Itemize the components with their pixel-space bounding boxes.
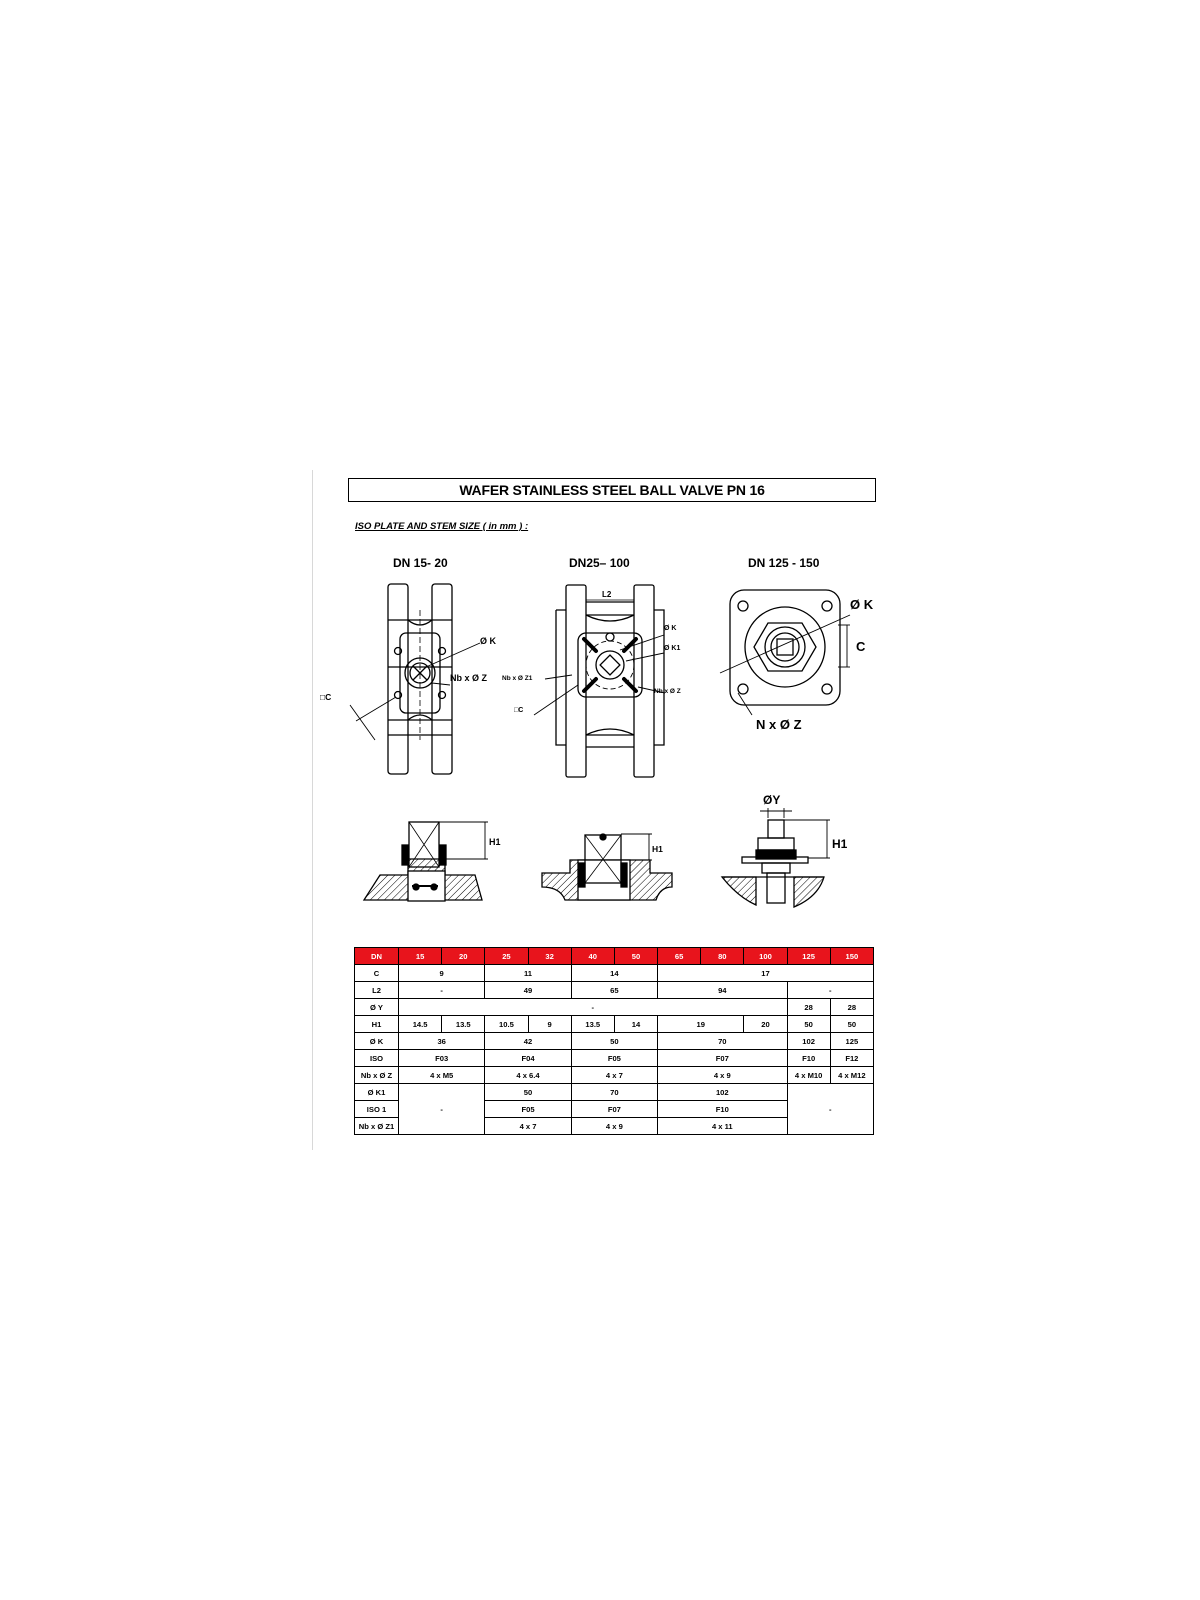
table-cell: -: [787, 1084, 873, 1135]
section-subtitle: ISO PLATE AND STEM SIZE ( in mm ) :: [355, 521, 529, 532]
section-dn25-100: [542, 834, 672, 900]
table-cell: 4 x 7: [571, 1067, 657, 1084]
table-row: [355, 1050, 874, 1067]
table-cell: 4 x 7: [485, 1118, 571, 1135]
label-phi-k1-2: Ø K1: [664, 645, 681, 652]
table-cell: -: [399, 1084, 485, 1135]
table-header-row: [355, 948, 874, 965]
table-cell: F04: [485, 1050, 571, 1067]
table-cell: 49: [485, 982, 571, 999]
row-label: Ø K1: [355, 1084, 399, 1101]
label-nz-3: N x Ø Z: [756, 717, 802, 732]
table-cell: 4 x M5: [399, 1067, 485, 1084]
header-cell: 25: [485, 948, 528, 965]
header-cell: 20: [442, 948, 485, 965]
label-c-1: □C: [320, 692, 332, 702]
header-cell: 32: [528, 948, 571, 965]
table-cell: 70: [571, 1084, 657, 1101]
row-label: ISO: [355, 1050, 399, 1067]
table-cell: 28: [830, 999, 873, 1016]
row-label: C: [355, 965, 399, 982]
header-cell: 150: [830, 948, 873, 965]
label-phi-k-2: Ø K: [664, 625, 677, 632]
label-phi-k-3: Ø K: [850, 597, 874, 612]
header-cell: 100: [744, 948, 787, 965]
table-cell: 50: [571, 1033, 657, 1050]
label-h1-s3: H1: [832, 837, 848, 851]
table-cell: 94: [658, 982, 788, 999]
table-cell: F12: [830, 1050, 873, 1067]
table-cell: 4 x 6.4: [485, 1067, 571, 1084]
drawing-dn15-20-top: [320, 584, 497, 774]
table-cell: 20: [744, 1016, 787, 1033]
table-cell: F03: [399, 1050, 485, 1067]
table-cell: 17: [658, 965, 874, 982]
table-cell: 13.5: [571, 1016, 614, 1033]
label-phi-k-1: Ø K: [480, 636, 497, 646]
label-phi-y-s3: ØY: [763, 793, 781, 807]
table-row: [355, 1033, 874, 1050]
label-c-2: □C: [514, 707, 524, 714]
label-nbz-1: Nb x Ø Z: [450, 673, 488, 683]
table-row: [355, 965, 874, 982]
table-cell: 10.5: [485, 1016, 528, 1033]
drawing-dn125-150-top: [720, 590, 874, 732]
heading-dn125-150: DN 125 - 150: [748, 556, 820, 570]
section-dn125-150: [722, 793, 848, 907]
header-cell: 125: [787, 948, 830, 965]
table-cell: -: [399, 982, 485, 999]
table-row: [355, 982, 874, 999]
table-cell: F10: [787, 1050, 830, 1067]
label-nbz-2: Nb x Ø Z: [654, 688, 681, 695]
table-cell: F05: [571, 1050, 657, 1067]
page-margin-line: [312, 470, 313, 1150]
table-cell: 36: [399, 1033, 485, 1050]
table-cell: 4 x 9: [658, 1067, 788, 1084]
table-cell: 70: [658, 1033, 788, 1050]
table-cell: 9: [399, 965, 485, 982]
label-l2: L2: [602, 590, 612, 599]
spec-table: [354, 947, 874, 1135]
header-cell: 80: [701, 948, 744, 965]
table-cell: 50: [787, 1016, 830, 1033]
table-row: [355, 1067, 874, 1084]
label-h1-s1: H1: [489, 837, 501, 847]
table-row: [355, 1016, 874, 1033]
table-cell: 13.5: [442, 1016, 485, 1033]
row-label: Nb x Ø Z: [355, 1067, 399, 1084]
table-cell: F07: [658, 1050, 788, 1067]
table-cell: 50: [485, 1084, 571, 1101]
row-label: ISO 1: [355, 1101, 399, 1118]
table-cell: 14: [614, 1016, 657, 1033]
table-cell: 50: [830, 1016, 873, 1033]
table-cell: -: [787, 982, 873, 999]
heading-dn25-100: DN25– 100: [569, 556, 630, 570]
table-cell: 28: [787, 999, 830, 1016]
table-cell: 14.5: [399, 1016, 442, 1033]
section-dn15-20: [364, 822, 501, 901]
table-cell: -: [399, 999, 788, 1016]
label-nbz1-2: Nb x Ø Z1: [502, 675, 533, 682]
header-cell: 65: [658, 948, 701, 965]
drawing-dn25-100-top: [502, 585, 681, 777]
header-cell: DN: [355, 948, 399, 965]
table-cell: F10: [658, 1101, 788, 1118]
header-cell: 50: [614, 948, 657, 965]
table-cell: F05: [485, 1101, 571, 1118]
table-cell: 4 x M10: [787, 1067, 830, 1084]
table-cell: 9: [528, 1016, 571, 1033]
row-label: L2: [355, 982, 399, 999]
row-label: Ø Y: [355, 999, 399, 1016]
table-row: [355, 1084, 874, 1101]
label-c-3: C: [856, 639, 866, 654]
table-cell: 4 x M12: [830, 1067, 873, 1084]
table-cell: 125: [830, 1033, 873, 1050]
table-cell: 4 x 11: [658, 1118, 788, 1135]
table-cell: 65: [571, 982, 657, 999]
heading-dn15-20: DN 15- 20: [393, 556, 448, 570]
table-cell: 102: [787, 1033, 830, 1050]
page-title: WAFER STAINLESS STEEL BALL VALVE PN 16: [348, 478, 876, 502]
header-cell: 15: [399, 948, 442, 965]
table-row: [355, 999, 874, 1016]
table-cell: 14: [571, 965, 657, 982]
header-cell: 40: [571, 948, 614, 965]
table-cell: 42: [485, 1033, 571, 1050]
row-label: H1: [355, 1016, 399, 1033]
row-label: Nb x Ø Z1: [355, 1118, 399, 1135]
label-h1-s2: H1: [652, 844, 663, 854]
technical-drawings: [320, 575, 900, 945]
table-cell: 4 x 9: [571, 1118, 657, 1135]
table-cell: F07: [571, 1101, 657, 1118]
row-label: Ø K: [355, 1033, 399, 1050]
table-cell: 19: [658, 1016, 744, 1033]
table-cell: 11: [485, 965, 571, 982]
table-cell: 102: [658, 1084, 788, 1101]
